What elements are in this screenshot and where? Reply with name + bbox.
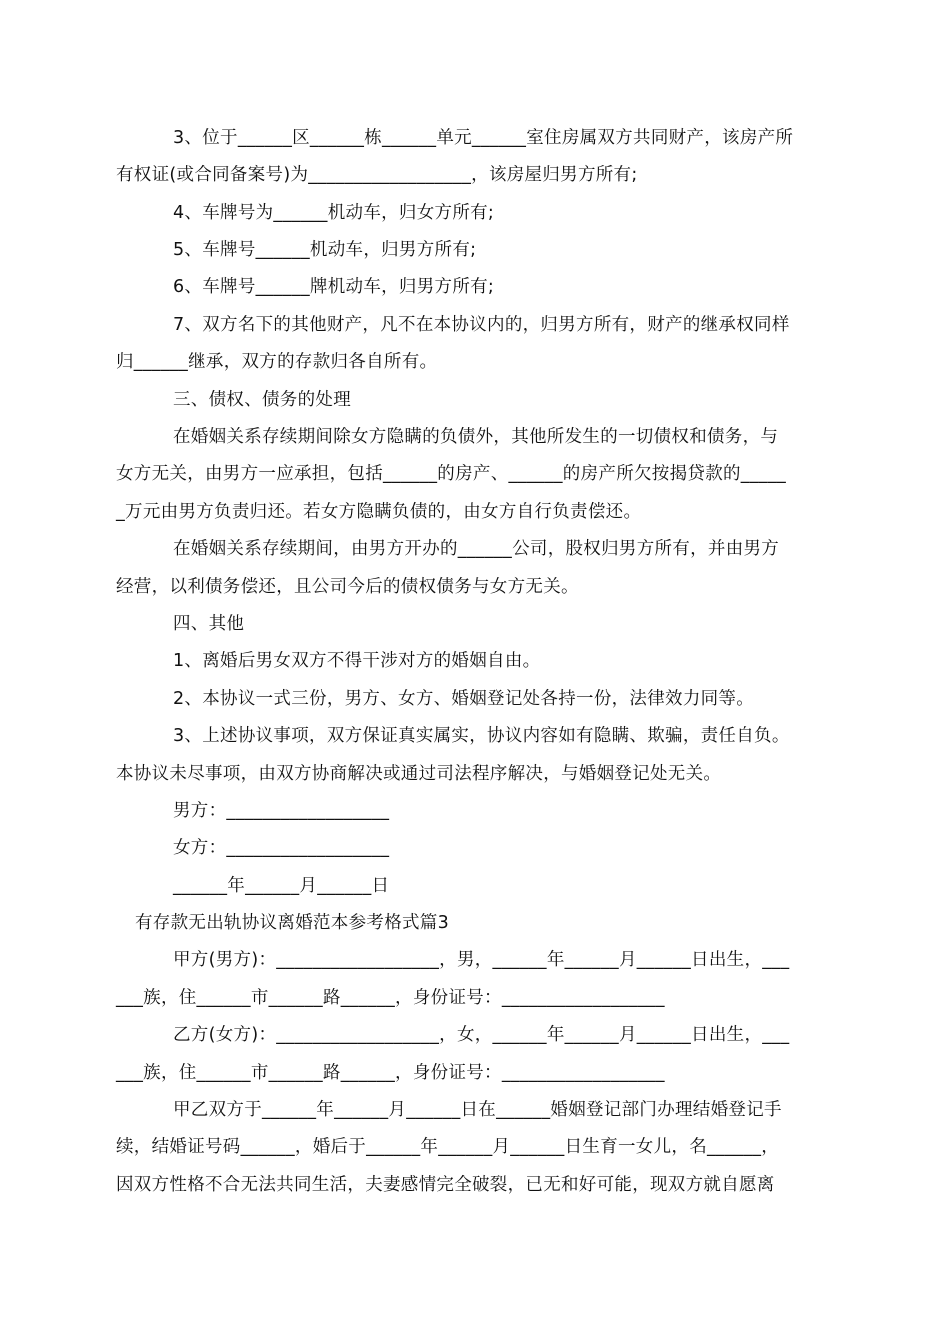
text-line-marriage-1: 甲乙双方于______年______月______日在______婚姻登记部门办理结婚登记手 (173, 1100, 782, 1120)
text-line-party-a-cont: ___族，住______市______路______，身份证号：__________________ (116, 988, 665, 1008)
text-line-other-3: 3、上述协议事项，双方保证真实属实，协议内容如有隐瞒、欺骗，责任自负。 (173, 726, 790, 746)
text-line-other-2: 2、本协议一式三份，男方、女方、婚姻登记处各持一份，法律效力同等。 (173, 689, 755, 709)
text-line-vehicle-6: 6、车牌号______牌机动车，归男方所有; (173, 277, 495, 297)
text-line-debts-3: _万元由男方负责归还。若女方隐瞒负债的，由女方自行负责偿还。 (116, 502, 642, 522)
text-line-other-property-7: 7、双方名下的其他财产，凡不在本协议内的，归男方所有，财产的继承权同样 (173, 315, 790, 335)
text-line-party-b-cont: ___族，住______市______路______，身份证号：__________________ (116, 1063, 665, 1083)
text-line-marriage-3: 因双方性格不合无法共同生活，夫妻感情完全破裂，已无和好可能，现双方就自愿离 (116, 1175, 775, 1195)
text-line-company-2: 经营，以利债务偿还，且公司今后的债权债务与女方无关。 (116, 577, 579, 597)
text-line-debts-2: 女方无关，由男方一应承担，包括______的房产、______的房产所欠按揭贷款的_____ (116, 464, 787, 484)
section-title-template-3: 有存款无出轨协议离婚范本参考格式篇3 (135, 913, 450, 933)
text-line-debts-1: 在婚姻关系存续期间除女方隐瞒的负债外，其他所发生的一切债权和债务，与 (173, 427, 779, 447)
text-line-other-3-cont: 本协议未尽事项，由双方协商解决或通过司法程序解决，与婚姻登记处无关。 (116, 764, 722, 784)
text-line-party-b: 乙方(女方)：__________________，女，______年______月______日出生，___ (173, 1025, 790, 1045)
text-line-vehicle-5: 5、车牌号______机动车，归男方所有; (173, 240, 477, 260)
signature-line-female: 女方：__________________ (173, 838, 390, 858)
text-line-company-1: 在婚姻关系存续期间，由男方开办的______公司，股权归男方所有，并由男方 (173, 539, 780, 559)
text-line-property-3: 3、位于______区______栋______单元______室住房属双方共同财产，该房产所 (173, 128, 794, 148)
text-line-property-3-cont: 有权证(或合同备案号)为__________________，该房屋归男方所有; (116, 165, 638, 185)
text-line-vehicle-4: 4、车牌号为______机动车，归女方所有; (173, 203, 495, 223)
text-line-other-1: 1、离婚后男女双方不得干涉对方的婚姻自由。 (173, 651, 541, 671)
text-line-party-a: 甲方(男方)：__________________，男，______年______月______日出生，___ (173, 950, 790, 970)
date-line: ______年______月______日 (173, 876, 390, 896)
section-heading-other: 四、其他 (173, 614, 245, 634)
signature-line-male: 男方：__________________ (173, 801, 390, 821)
text-line-marriage-2: 续，结婚证号码______，婚后于______年______月______日生育一女儿，名______， (116, 1137, 780, 1157)
text-line-other-property-7-cont: 归______继承，双方的存款归各自所有。 (116, 352, 438, 372)
section-heading-debts: 三、债权、债务的处理 (173, 390, 351, 410)
